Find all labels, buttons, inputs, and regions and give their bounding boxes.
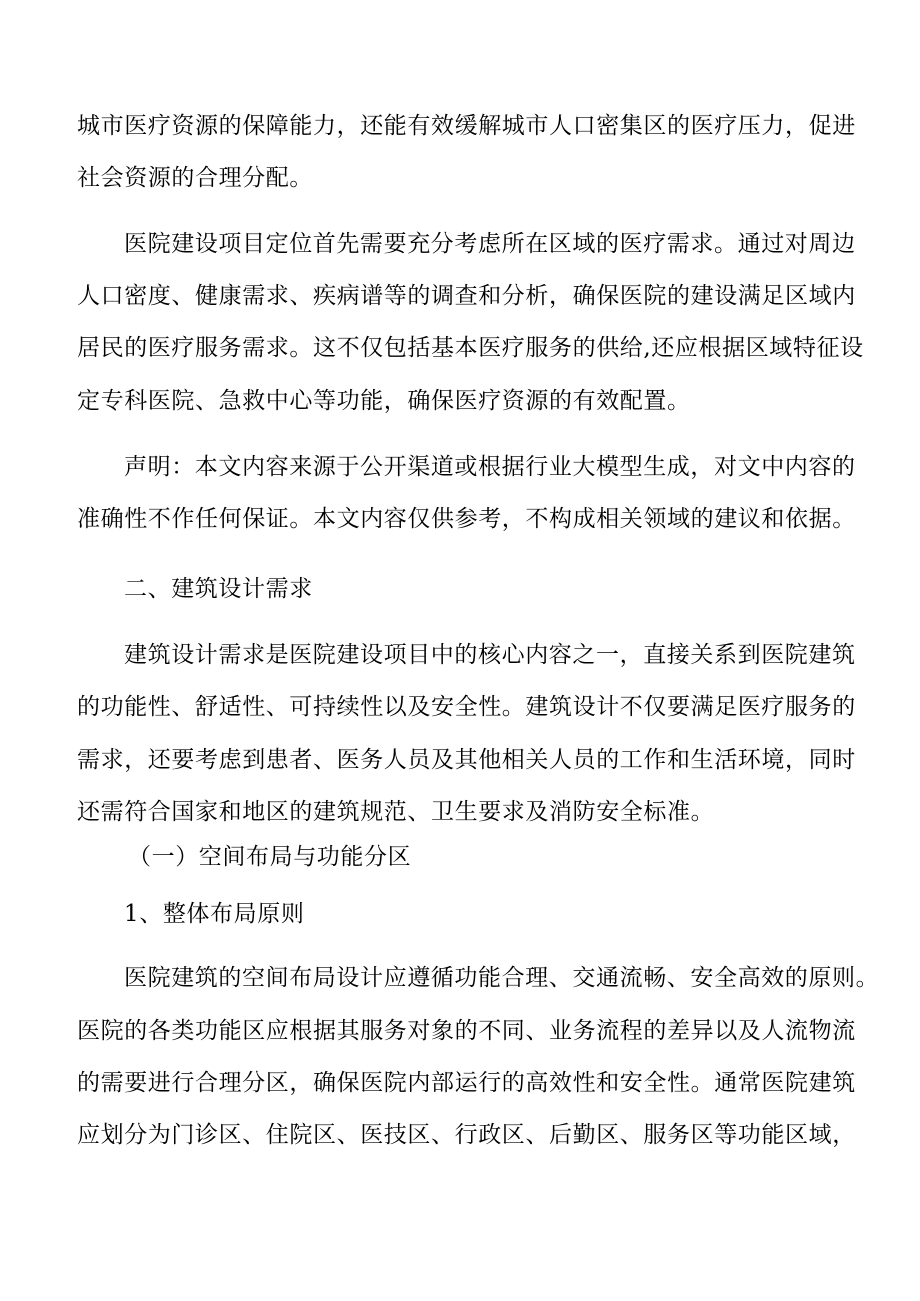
paragraph-line: 还需符合国家和地区的建筑规范、卫生要求及消防安全标准。 [77,799,715,825]
paragraph-line: 医院建筑的空间布局设计应遵循功能合理、交通流畅、安全高效的原则。 [124,965,880,991]
paragraph-line: 社会资源的合理分配。 [77,165,313,191]
paragraph-line: 定专科医院、急救中心等功能，确保医疗资源的有效配置。 [77,388,691,414]
paragraph-line: 需求，还要考虑到患者、医务人员及其他相关人员的工作和生活环境，同时 [77,747,856,773]
paragraph-line: 城市医疗资源的保障能力，还能有效缓解城市人口密集区的医疗压力，促进 [77,113,856,139]
paragraph-line: 应划分为门诊区、住院区、医技区、行政区、后勤区、服务区等功能区域， [77,1122,856,1148]
disclaimer-line: 准确性不作任何保证。本文内容仅供参考，不构成相关领域的建议和依据。 [77,506,856,532]
paragraph-line: 建筑设计需求是医院建设项目中的核心内容之一，直接关系到医院建筑 [124,642,856,668]
subsubsection-heading: 1、整体布局原则 [124,901,305,927]
paragraph-line: 医院的各类功能区应根据其服务对象的不同、业务流程的差异以及人流物流 [77,1018,856,1044]
paragraph-line: 居民的医疗服务需求。这不仅包括基本医疗服务的供给,还应根据区域特征设 [77,335,864,361]
paragraph-line: 人口密度、健康需求、疾病谱等的调查和分析，确保医院的建设满足区域内 [77,283,856,309]
subsection-heading: （一）空间布局与功能分区 [128,844,412,870]
paragraph-line: 的功能性、舒适性、可持续性以及安全性。建筑设计不仅要满足医疗服务的 [77,694,856,720]
paragraph-line: 的需要进行合理分区，确保医院内部运行的高效性和安全性。通常医院建筑 [77,1070,856,1096]
section-heading: 二、建筑设计需求 [124,576,313,602]
paragraph-line: 医院建设项目定位首先需要充分考虑所在区域的医疗需求。通过对周边 [124,231,856,257]
disclaimer-line: 声明：本文内容来源于公开渠道或根据行业大模型生成，对文中内容的 [124,454,856,480]
